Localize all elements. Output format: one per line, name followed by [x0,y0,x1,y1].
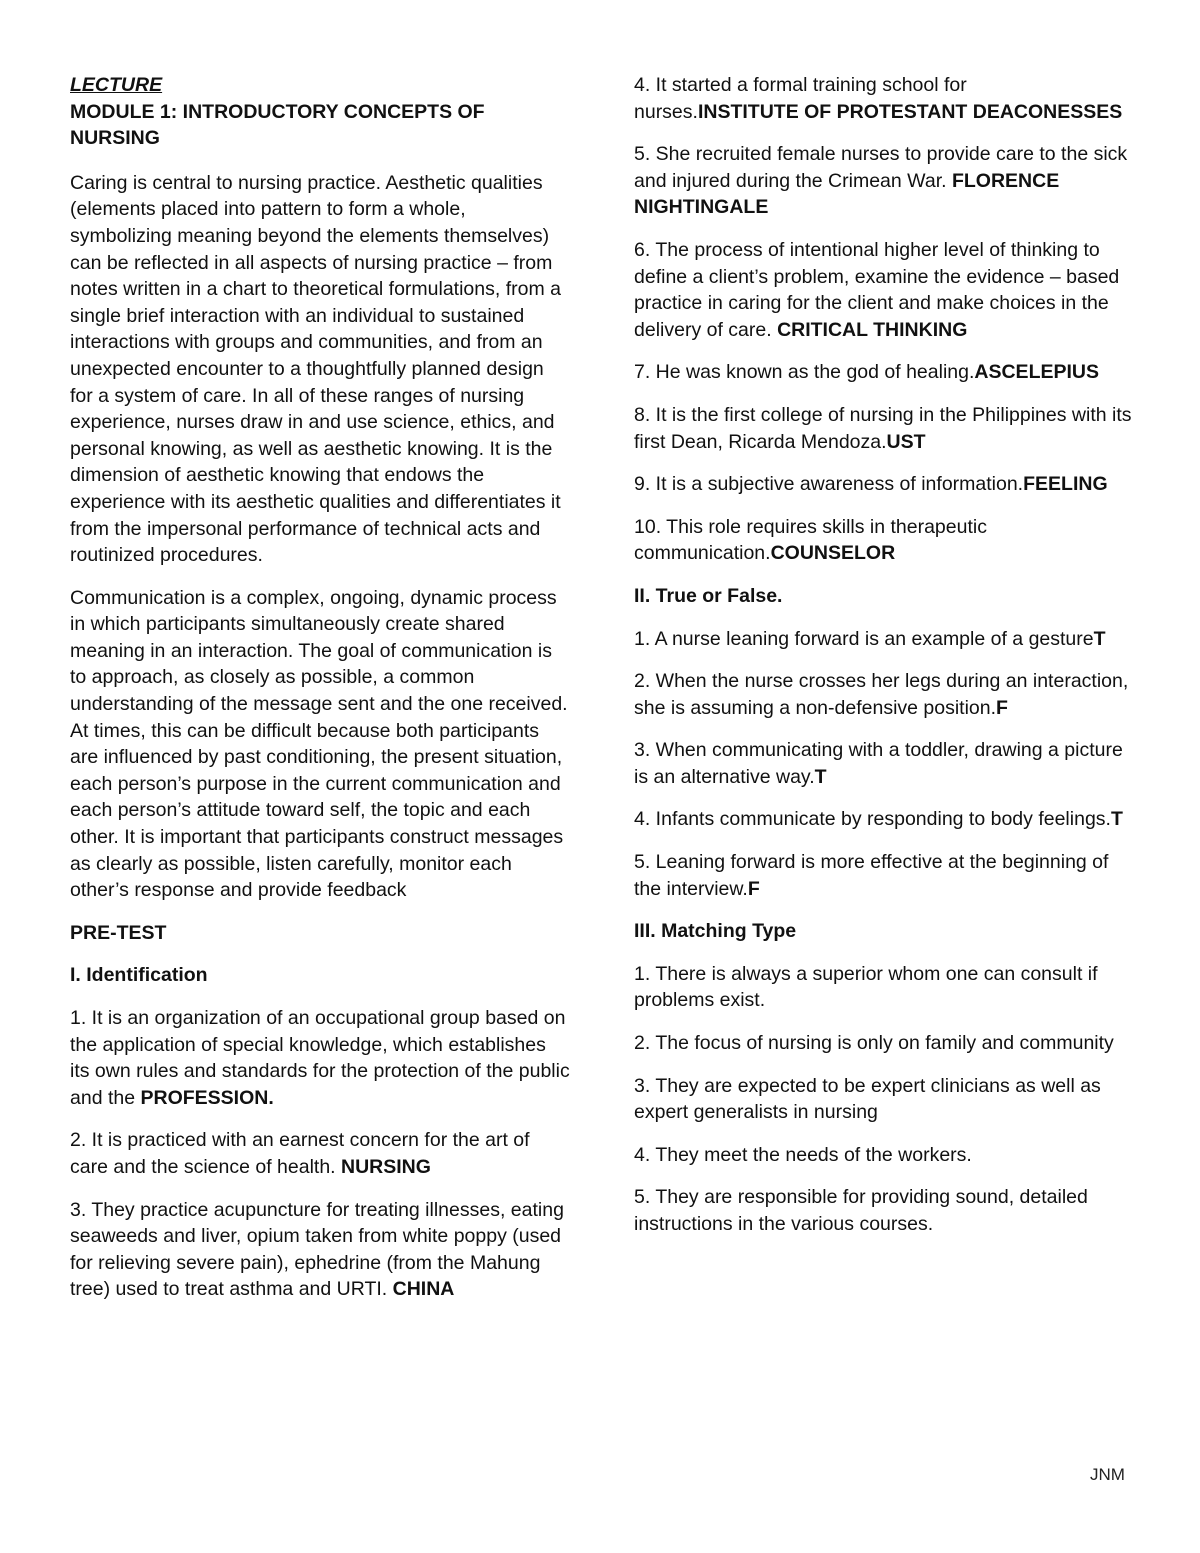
answer-text: NURSING [341,1155,431,1178]
list-item [634,359,1134,386]
list-item [634,514,1134,567]
list-item [634,471,1134,498]
answer-text: INSTITUTE OF PROTESTANT DEACONESSES [697,100,1123,123]
list-item: 2. The focus of nursing is only on family and community [634,1032,1114,1055]
answer-text: T [1110,808,1123,831]
answer-text: F [747,877,760,900]
question-text: 10. This role requires skills in therapeutic communication. [634,515,987,565]
list-item: 5. They are responsible for providing sound, detailed instructions in the various courses. [634,1186,1088,1235]
question-text: 1. It is an organization of an occupational group based on the application of special knowledge, which establishes its own rules and standards for the protection of the public and the [70,1007,570,1109]
list-item [70,1127,570,1180]
question-text: 2. When the nurse crosses her legs during an interaction, she is assuming a non-defensive position. [634,670,1129,719]
question-text: 8. It is the first college of nursing in the Philippines with its first Dean, Ricarda Mendoza. [634,403,1132,453]
answer-text: UST [886,430,926,453]
question-text: 6. The process of intentional higher level of thinking to define a client’s problem, examine the evidence – based practice in caring for the client and make choices in the delivery of care. [634,238,1120,341]
left-column [70,72,570,1303]
list-item [634,237,1134,343]
question-text: 5. She recruited female nurses to provide care to the sick and injured during the Crimean War. [634,143,1128,192]
answer-text: FEELING [1023,473,1108,496]
question-text: 3. When communicating with a toddler, drawing a picture is an alternative way. [634,739,1123,788]
answer-text: F [996,696,1008,719]
answer-text: FLORENCE NIGHTINGALE [634,169,1060,219]
answer-text: CRITICAL THINKING [777,318,968,341]
true-false-heading: II. True or False. [634,584,783,607]
identification-heading: I. Identification [70,964,208,987]
paragraph-caring: Caring is central to nursing practice. Aesthetic qualities (elements placed into pattern to form a whole, symbolizing meaning beyond the elements themselves) can be reflected in all aspects of nursing practice – from notes written in a chart to theoretical formulations, from a single brief interaction with an individual to sustained interactions with groups and communities, and from an unexpected encounter to a thoughtfully planned design for a system of care. In all of these ranges of nursing experience, nurses draw in and use science, ethics, and personal knowing, as well as aesthetic knowing. It is the dimension of aesthetic knowing that endows the experience with its aesthetic qualities and differentiates it from the impersonal performance of technical acts and routinized procedures. [70,171,561,567]
list-item [634,141,1134,221]
lecture-label: LECTURE [70,74,163,96]
footer-initials: JNM [1090,1465,1125,1484]
answer-text: ASCELEPIUS [974,361,1099,384]
question-text: 4. It started a formal training school for nurses. [634,74,967,123]
right-column [634,72,1134,1238]
list-item [634,72,1134,125]
list-item: 1. There is always a superior whom one can consult if problems exist. [634,962,1098,1012]
list-item [70,1197,570,1303]
list-item [70,1005,570,1111]
answer-text: PROFESSION. [140,1086,274,1109]
list-item [634,806,1134,833]
module-title: MODULE 1: INTRODUCTORY CONCEPTS OF NURSING [70,100,485,150]
list-item [634,402,1134,455]
answer-text: T [1093,627,1106,650]
question-text: 4. Infants communicate by responding to body feelings. [634,808,1111,831]
paragraph-communication: Communication is a complex, ongoing, dynamic process in which participants simultaneously create shared meaning in an interaction. The goal of communication is to approach, as closely as possible, a common understanding of the message sent and the one received. At times, this can be difficult because both participants are influenced by past conditioning, the present situation, each person’s purpose in the current communication and each person’s attitude toward self, the topic and each other. It is important that participants construct messages as clearly as possible, listen carefully, monitor each other’s response and provide feedback [70,586,568,902]
question-text: 1. A nurse leaning forward is an example of a gesture [634,627,1094,650]
list-item: 4. They meet the needs of the workers. [634,1143,972,1166]
answer-text: COUNSELOR [770,542,896,565]
matching-heading: III. Matching Type [634,920,797,943]
question-text: 3. They practice acupuncture for treating illnesses, eating seaweeds and liver, opium taken from white poppy (used for relieving severe pain), ephedrine (from the Mahung tree) used to treat asthma and URTI. [70,1198,564,1301]
list-item [634,737,1134,790]
question-text: 7. He was known as the god of healing. [634,361,975,384]
pretest-heading: PRE-TEST [70,921,167,944]
list-item [634,626,1134,653]
answer-text: CHINA [392,1278,455,1301]
question-text: 5. Leaning forward is more effective at the beginning of the interview. [634,851,1109,900]
answer-text: T [814,765,827,788]
list-item [634,668,1134,721]
question-text: 9. It is a subjective awareness of information. [634,473,1024,496]
list-item [634,849,1134,902]
list-item: 3. They are expected to be expert clinicians as well as expert generalists in nursing [634,1074,1101,1124]
question-text: 2. It is practiced with an earnest concern for the art of care and the science of health. [70,1129,530,1178]
